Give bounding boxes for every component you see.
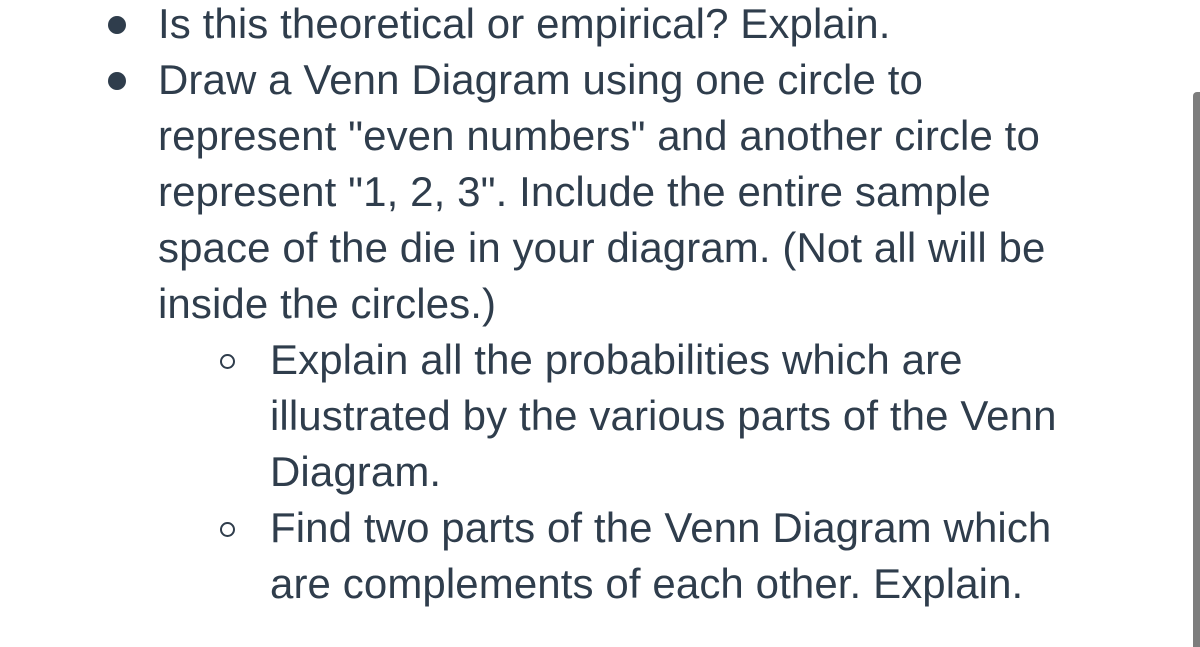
- bullet-2-line-1: Draw a Venn Diagram using one circle to: [158, 56, 923, 103]
- sub-bullet-1-line-3: Diagram.: [270, 448, 442, 495]
- bullet-2-line-2: represent "even numbers" and another circle to: [158, 112, 1040, 159]
- sub-bullet-2-line-2: are complements of each other. Explain.: [270, 560, 1024, 607]
- bullet-ring-icon: [220, 354, 235, 369]
- vertical-scrollbar[interactable]: [1193, 92, 1200, 647]
- sub-bullet-2-line-1: Find two parts of the Venn Diagram which: [270, 504, 1052, 551]
- bullet-ring-icon: [220, 522, 235, 537]
- bullet-1-line-1: Is this theoretical or empirical? Explain.: [158, 0, 891, 47]
- sub-bullet-1-line-1: Explain all the probabilities which are: [270, 336, 963, 383]
- bullet-dot-icon: [108, 16, 126, 34]
- bullet-2-line-4: space of the die in your diagram. (Not all will be: [158, 224, 1046, 271]
- bullet-dot-icon: [108, 72, 126, 90]
- bullet-2-line-5: inside the circles.): [158, 280, 497, 327]
- bullet-2-line-3: represent "1, 2, 3". Include the entire sample: [158, 168, 991, 215]
- sub-bullet-1-line-2: illustrated by the various parts of the Venn: [270, 392, 1057, 439]
